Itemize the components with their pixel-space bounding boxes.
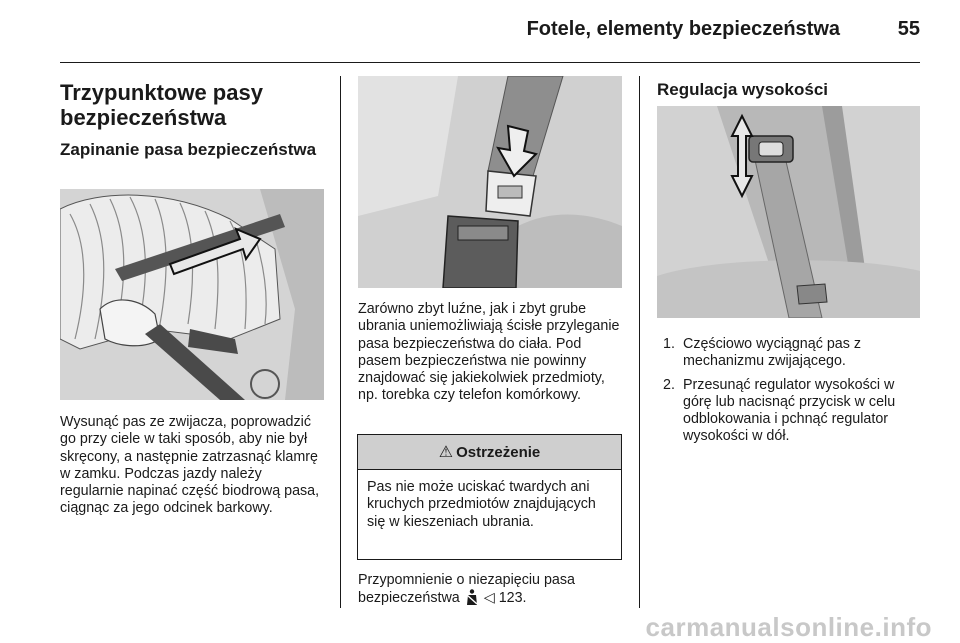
buckling-belt-illustration [60, 189, 324, 400]
warning-header [358, 435, 621, 470]
left-column-headings [60, 80, 320, 160]
clothing-note-text: Zarówno zbyt luźne, jak i zbyt grube ubrania uniemożliwiają ścisłe przyleganie pasa bezpieczeństwa do ciała. Pod pasem bezpieczeństwa nie powinny znajdować się jakiekolwiek przedmioty, np. torebka czy telefon komórkowy. [358, 301, 620, 404]
reminder-page-link[interactable]: 123. [498, 590, 527, 607]
height-adjuster-illustration [657, 106, 920, 318]
step-number: 1. [663, 336, 675, 352]
warning-title: Ostrzeżenie [456, 443, 541, 461]
right-column-heading [657, 80, 920, 100]
warning-triangle-icon: ⚠ [438, 444, 454, 461]
section-heading: Trzypunktowe pasy bezpieczeństwa [60, 80, 263, 130]
step-text: Przesunąć regulator wysokości w górę lub nacisnąć przycisk w celu odblokowania i pchnąć regulator wysokości w dół. [683, 376, 896, 445]
watermark-text: carmanualsonline.info [645, 612, 932, 642]
page-number: 55 [897, 18, 920, 40]
left-column-body [60, 414, 326, 518]
page-reference-arrow-icon: ◁ [483, 590, 495, 607]
buckling-instructions-text: Wysunąć pas ze zwijacza, poprowadzić go przy ciele w taki sposób, aby nie był skręcony, a następnie zatrzasnąć klamrę w zamku. Podczas jazdy należy regularnie napinać część biodrową pasa, ciągnąc za jego odcinek barkowy. [60, 414, 320, 517]
reminder-text: Przypomnienie o niezapięciu pasa bezpieczeństwa [358, 572, 575, 607]
buckle-latch-illustration [358, 76, 622, 288]
seatbelt-reminder-reference [358, 572, 624, 611]
subsection-heading: Zapinanie pasa bezpieczeństwa [60, 140, 317, 159]
step-text: Częściowo wyciągnąć pas z mechanizmu zwijającego. [683, 336, 861, 370]
middle-column-body [358, 301, 624, 405]
header-divider [60, 62, 920, 63]
warning-box [357, 434, 622, 560]
seatbelt-icon [466, 589, 478, 610]
list-item [657, 336, 923, 371]
page-header-title: Fotele, elementy bezpieczeństwa [526, 18, 840, 40]
adjustment-steps-list [657, 336, 923, 446]
list-item [657, 377, 923, 446]
warning-text: Pas nie może uciskać twardych ani kruchych przedmiotów znajdujących się w kieszeniach ubrania. [367, 479, 596, 530]
height-adjustment-heading: Regulacja wysokości [657, 80, 829, 99]
column-divider-1 [340, 76, 341, 608]
step-number: 2. [663, 376, 675, 393]
column-divider-2 [639, 76, 640, 608]
right-column-steps [657, 336, 923, 452]
